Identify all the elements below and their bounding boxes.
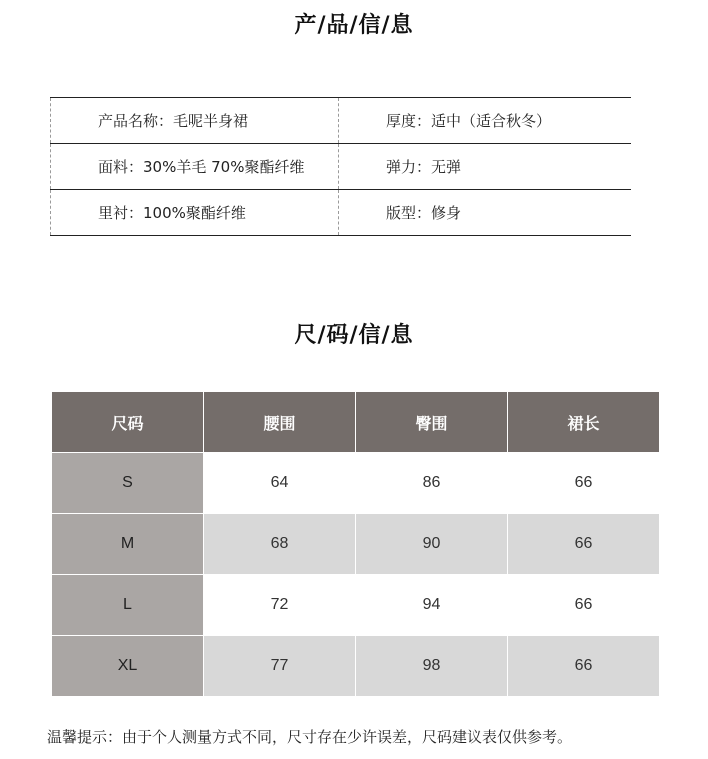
info-row [50,98,631,144]
length-value: 66 [508,575,660,636]
elasticity-cell: 弹力：无弹 [386,158,462,176]
waist-value: 77 [204,636,356,697]
lining-cell: 里衬：100%聚酯纤维 [50,190,339,235]
thickness-cell: 厚度：适中（适合秋冬） [386,112,552,130]
hip-value: 90 [356,514,508,575]
hip-value: 94 [356,575,508,636]
header-length: 裙长 [508,392,660,453]
waist-value: 68 [204,514,356,575]
waist-value: 64 [204,453,356,514]
table-row [52,453,660,514]
measurement-note: 温馨提示：由于个人测量方式不同，尺寸存在少许误差，尺码建议表仅供参考。 [47,728,573,746]
product-name-cell: 产品名称：毛呢半身裙 [50,98,339,143]
table-row [52,636,660,697]
header-size: 尺码 [52,392,204,453]
info-row [50,190,631,235]
header-waist: 腰围 [204,392,356,453]
table-row [52,514,660,575]
waist-value: 72 [204,575,356,636]
hip-value: 86 [356,453,508,514]
size-header-row [52,392,660,453]
size-chart-table [51,391,660,697]
size-info-title: 尺/码/信/息 [294,323,414,348]
table-row [52,575,660,636]
hip-value: 98 [356,636,508,697]
size-label: M [52,514,204,575]
size-label: XL [52,636,204,697]
size-label: S [52,453,204,514]
product-info-title: 产/品/信/息 [294,13,414,38]
product-info-table [50,97,631,236]
fit-cell: 版型：修身 [386,204,462,222]
size-label: L [52,575,204,636]
length-value: 66 [508,636,660,697]
info-row [50,144,631,190]
length-value: 66 [508,453,660,514]
header-hip: 臀围 [356,392,508,453]
fabric-cell: 面料：30%羊毛 70%聚酯纤维 [50,144,339,189]
length-value: 66 [508,514,660,575]
